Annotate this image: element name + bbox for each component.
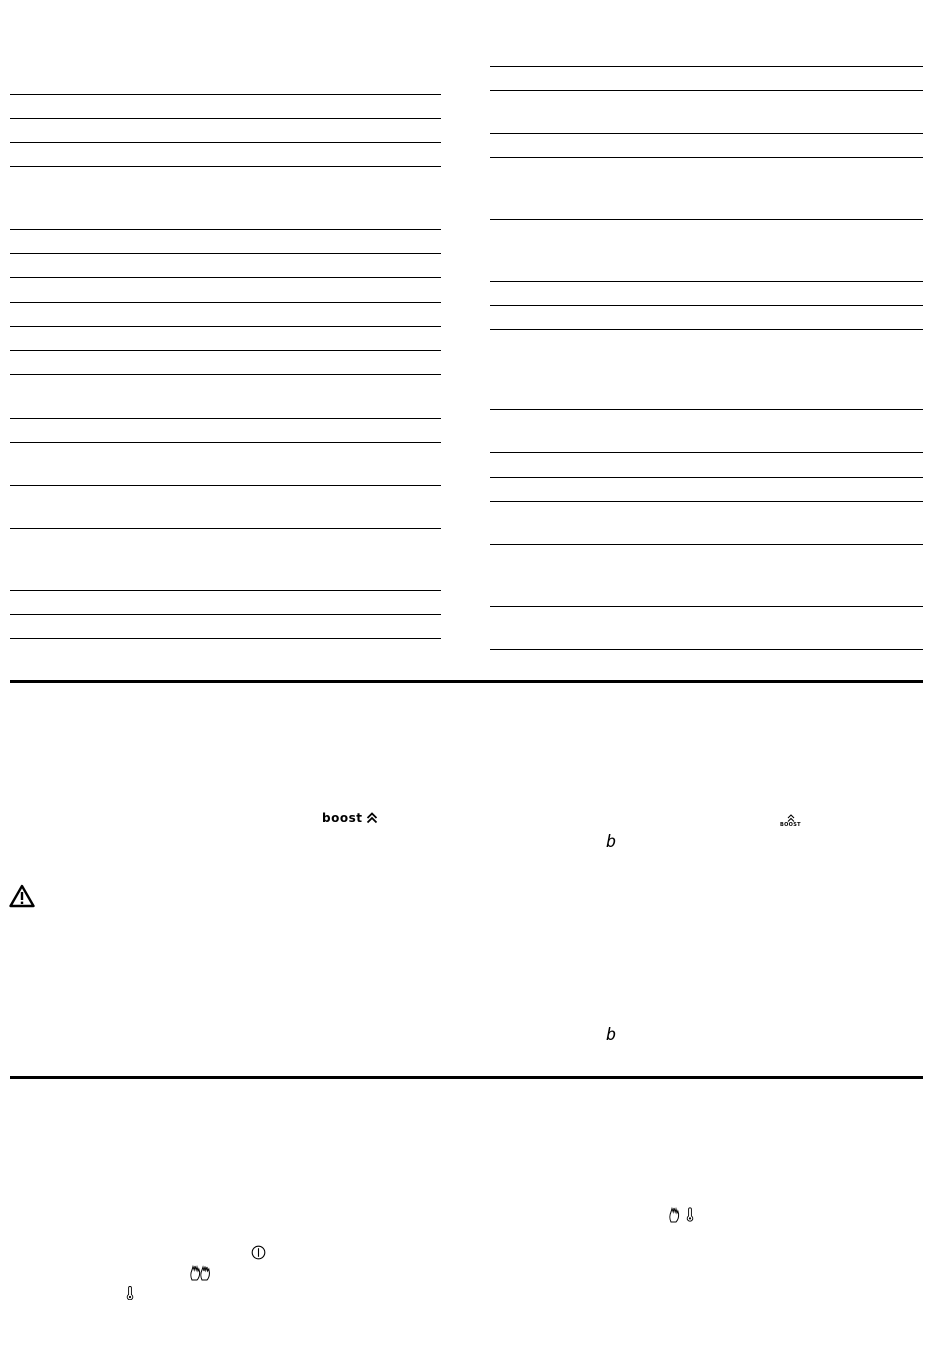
boost-label-text: boost [322,811,363,825]
table-row-rule [10,166,441,167]
boost-small-label: BOOST [780,822,801,828]
table-row-rule [10,528,441,529]
table-row-rule [10,638,441,639]
table-row-rule [10,442,441,443]
table-row-rule [10,590,441,591]
display-b-glyph: b [606,832,617,852]
table-row-rule [490,281,923,282]
right-table [490,0,923,660]
section-divider [10,680,923,683]
table-row-rule [490,90,923,91]
table-row-rule [10,418,441,419]
table-row-rule [10,614,441,615]
hands-heat-icon [189,1264,211,1282]
table-row-rule [490,409,923,410]
table-row-rule [490,452,923,453]
power-icon [251,1245,266,1260]
table-row-rule [10,350,441,351]
table-row-rule [10,142,441,143]
hand-thermometer-icon [668,1206,700,1224]
table-row-rule [490,133,923,134]
double-chevron-up-icon [366,812,378,824]
thermometer-icon [126,1286,134,1300]
table-row-rule [10,326,441,327]
table-row-rule [490,649,923,650]
table-row-rule [490,501,923,502]
table-row-rule [10,302,441,303]
table-row-rule [10,277,441,278]
table-row-rule [10,374,441,375]
warning-triangle-icon [9,884,35,908]
table-row-rule [490,157,923,158]
table-row-rule [490,606,923,607]
table-row-rule [10,94,441,95]
table-row-rule [490,544,923,545]
table-row-rule [490,477,923,478]
table-row-rule [490,66,923,67]
section-divider [10,1076,923,1079]
table-row-rule [10,485,441,486]
boost-small-icon [780,812,802,830]
table-row-rule [490,329,923,330]
table-row-rule [10,229,441,230]
boost-label-icon [322,812,378,824]
left-table [10,0,441,660]
table-row-rule [10,253,441,254]
display-b-glyph: b [606,1025,617,1045]
table-row-rule [10,118,441,119]
table-row-rule [490,305,923,306]
table-row-rule [490,219,923,220]
